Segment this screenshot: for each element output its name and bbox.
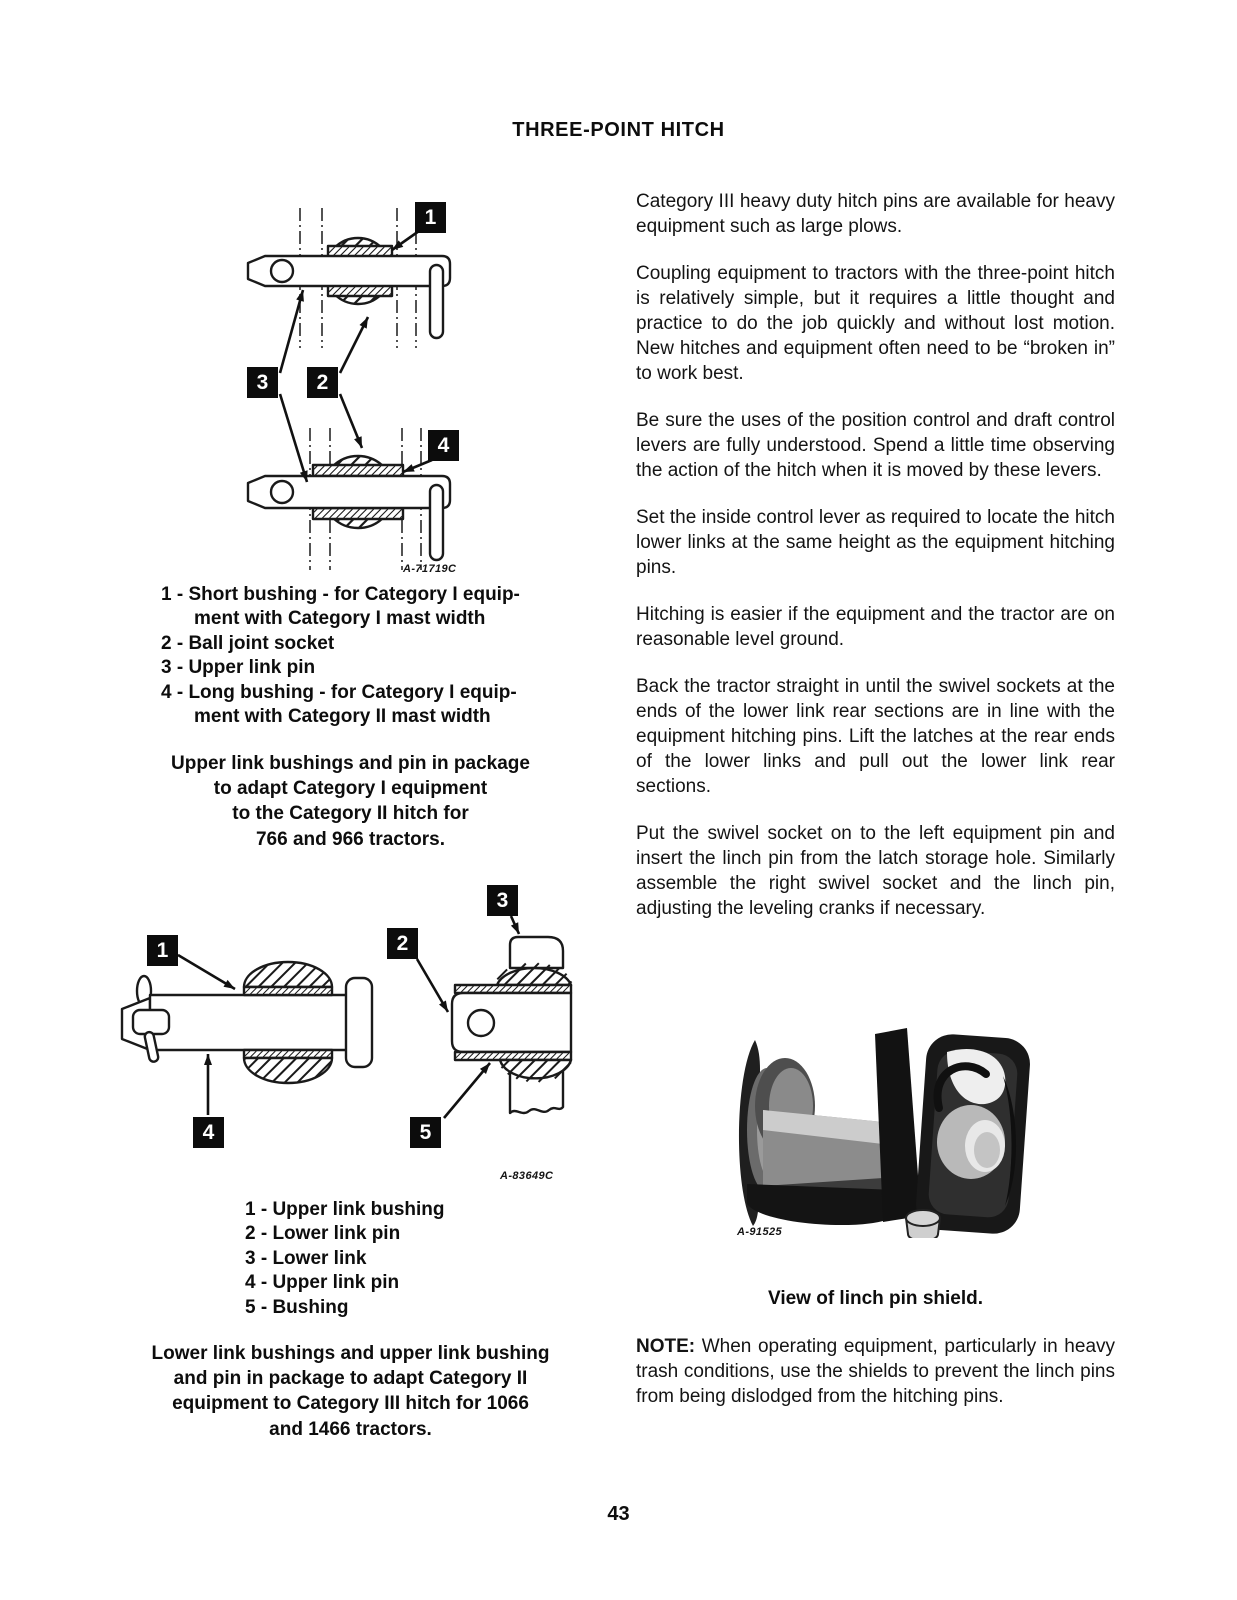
legend-item-cont: ment with Category I mast width: [194, 608, 486, 630]
legend-item: 3 - Upper link pin: [161, 657, 316, 679]
linch-pin-shield-photo: [733, 1018, 1033, 1248]
figure1-caption: [128, 751, 573, 852]
legend-item: 2 - Ball joint socket: [161, 632, 335, 654]
paragraph: Hitching is easier if the equipment and the tractor are on reasonable level ground.: [636, 604, 1115, 650]
legend-item: 4 - Long bushing - for Category I equip-: [161, 681, 517, 703]
figure2-number: A-83649C: [500, 1170, 554, 1182]
legend-item: 1 - Short bushing - for Category I equip-: [161, 584, 520, 605]
caption-line: 766 and 966 tractors.: [255, 828, 446, 850]
legend-item: 1 - Upper link bushing: [245, 1199, 445, 1220]
note-text: When operating equipment, particularly in heavy trash conditions, use the shields to prevent the linch pins from being dislodged from the hitching pins.: [636, 1336, 1116, 1407]
legend-item: 2 - Lower link pin: [245, 1223, 401, 1245]
paragraph: Back the tractor straight in until the swivel sockets at the ends of the lower link rear sections are in line with the equipment hitching pins. Lift the latches at the rear ends of the lower links and pull out the lower link rear sections.: [636, 676, 1115, 797]
linch-pin-shield-photo-art: [733, 1018, 1033, 1238]
caption-line: and pin in package to adapt Category II: [173, 1368, 528, 1390]
callout-3: 3: [487, 885, 518, 916]
page-title: THREE-POINT HITCH: [512, 119, 725, 141]
figure1-number: A-71719C: [403, 563, 457, 575]
callout-1: 1: [415, 202, 446, 233]
legend-item: 5 - Bushing: [245, 1296, 349, 1318]
page-number: 43: [607, 1503, 630, 1525]
figure1-legend: [161, 583, 520, 729]
figure-lower-link-bushings: [100, 860, 580, 1190]
figure2-legend: [245, 1198, 445, 1320]
callout-1: 1: [147, 935, 178, 966]
note-paragraph: [636, 1334, 1115, 1409]
note-label: NOTE:: [636, 1336, 696, 1357]
callout-2: 2: [387, 928, 418, 959]
paragraph: Coupling equipment to tractors with the three-point hitch is relatively simple, but it requires a little thought and practice to do the job quickly and without lost motion. New hitches and equipment often need to be “broken in” to work best.: [636, 263, 1115, 384]
caption-line: to adapt Category I equipment: [213, 778, 488, 800]
legend-item: 3 - Lower link: [245, 1247, 367, 1269]
paragraph: Set the inside control lever as required to locate the hitch lower links at the same height as the equipment hitching pins.: [636, 507, 1115, 578]
caption-line: equipment to Category III hitch for 1066: [172, 1393, 529, 1415]
legend-item: 4 - Upper link pin: [245, 1272, 400, 1294]
note-block: [636, 1334, 1115, 1409]
photo-caption: View of linch pin shield.: [767, 1288, 983, 1309]
caption-line: Lower link bushings and upper link bushing: [151, 1343, 550, 1364]
legend-item-cont: ment with Category II mast width: [194, 706, 491, 728]
paragraph: Category III heavy duty hitch pins are available for heavy equipment such as large plows.: [636, 191, 1115, 237]
caption-line: and 1466 tractors.: [269, 1418, 432, 1440]
paragraph: Be sure the uses of the position control and draft control levers are fully understood. Spend a little time observing the action of the hitch when it is moved by these levers.: [636, 410, 1115, 481]
figure-upper-link-bushings: [140, 170, 480, 580]
caption-line: to the Category II hitch for: [232, 803, 469, 825]
callout-4: 4: [428, 430, 459, 461]
caption-line: Upper link bushings and pin in package: [171, 753, 530, 774]
callout-2: 2: [307, 367, 338, 398]
photo-number: A-91525: [737, 1226, 782, 1238]
callout-3: 3: [247, 367, 278, 398]
body-text-column: [636, 189, 1115, 943]
callout-4: 4: [193, 1117, 224, 1148]
paragraph: Put the swivel socket on to the left equipment pin and insert the linch pin from the latch storage hole. Similarly assemble the right swivel socket and the linch pin, adjusting the leveling cranks if necessary.: [636, 823, 1115, 919]
callout-5: 5: [410, 1117, 441, 1148]
figure2-caption: [128, 1341, 573, 1442]
